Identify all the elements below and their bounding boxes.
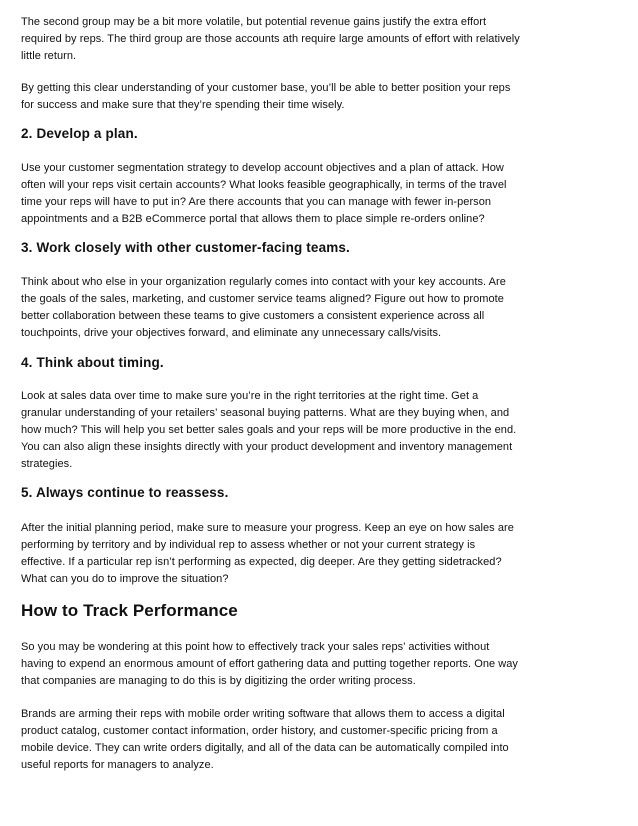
track-performance-heading: How to Track Performance	[21, 601, 238, 620]
section-heading-timing: 4. Think about timing.	[21, 355, 164, 370]
section-body-reassess: After the initial planning period, make sure to measure your progress. Keep an eye on how sales are performing by territory and by individual rep to assess whether or not your current strategy is effective. If a particular rep isn’t performing as expected, dig deeper. Are they getting sidetracked? What can you do to improve the situation?	[21, 522, 514, 585]
section-body-work-closely: Think about who else in your organization regularly comes into contact with your key accounts. Are the goals of the sales, marketing, and customer service teams aligned? Figure out how to promote better collaboration between these teams to give customers a consistent experience across all touchpoints, drive your objectives forward, and eliminate any unnecessary calls/visits.	[21, 276, 506, 339]
section-body-develop-plan: Use your customer segmentation strategy to develop account objectives and a plan of attack. How often will your reps visit certain accounts? What looks feasible geographically, in terms of the travel time your reps will have to put in? Are there accounts that you can manage with fewer in-person appointments and a B2B eCommerce portal that allows them to place simple re-orders online?	[21, 162, 507, 225]
document-page	[21, 14, 521, 774]
track-paragraph-2: Brands are arming their reps with mobile order writing software that allows them to access a digital product catalog, customer contact information, order history, and customer-specific pricing from a mobile device. They can write orders digitally, and all of the data can be automatically compiled into useful reports for managers to analyze.	[21, 708, 509, 771]
intro-paragraph-1: The second group may be a bit more volatile, but potential revenue gains justify the extra effort required by reps. The third group are those accounts ath require large amounts of effort with relatively little return.	[21, 16, 520, 62]
section-body-timing: Look at sales data over time to make sure you’re in the right territories at the right time. Get a granular understanding of your retailers’ seasonal buying patterns. What are they buying when, and how much? This will help you set better sales goals and your reps will be more productive in the end. You can also align these insights directly with your product development and inventory management strategies.	[21, 390, 517, 470]
intro-paragraph-2: By getting this clear understanding of your customer base, you’ll be able to better position your reps for success and make sure that they’re spending their time wisely.	[21, 82, 511, 111]
section-heading-develop-plan: 2. Develop a plan.	[21, 126, 138, 141]
track-paragraph-1: So you may be wondering at this point how to effectively track your sales reps’ activities without having to expend an enormous amount of effort gathering data and putting together reports. One way that companies are managing to do this is by digitizing the order writing process.	[21, 641, 518, 687]
section-heading-work-closely: 3. Work closely with other customer-facing teams.	[21, 240, 350, 255]
section-heading-reassess: 5. Always continue to reassess.	[21, 485, 229, 500]
